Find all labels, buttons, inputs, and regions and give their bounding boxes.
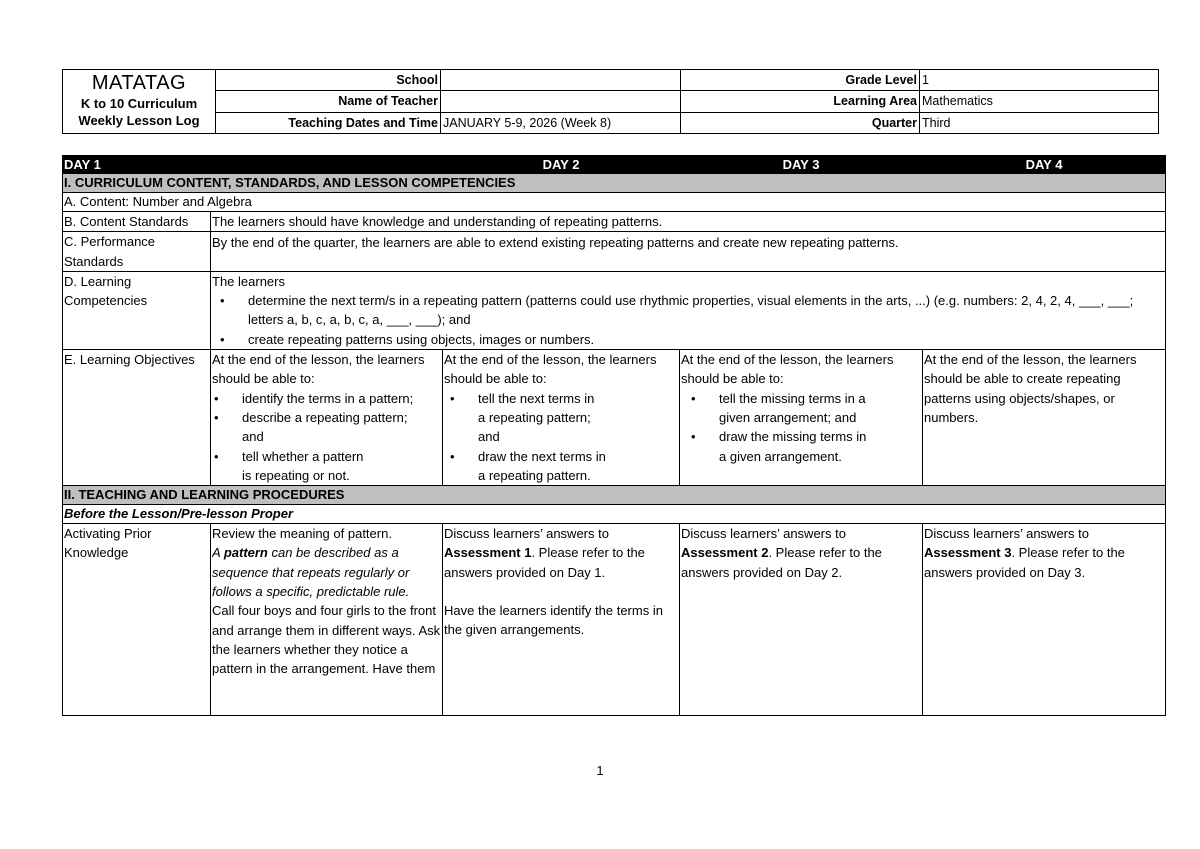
objective-item: • tell the next terms in a repeating pattern; and [464,389,678,447]
school-value[interactable] [441,70,681,91]
section-procedures-row [63,486,1166,505]
competencies-intro: The learners [212,273,285,289]
competencies-label: D. Learning Competencies [63,271,211,349]
activating-day-3: Discuss learners’ answers to Assessment 2. Please refer to the answers provided on Day 2. [680,524,923,716]
brand-title: MATATAG [91,72,187,94]
grade-label: Grade Level [681,70,920,91]
activating-label: Activating Prior Knowledge [63,524,211,716]
objectives-intro: At the end of the lesson, the learners should be able to: [681,352,894,387]
grade-value[interactable]: 1 [920,70,1159,91]
activating-row [63,524,1166,716]
day-4-header: DAY 4 [923,156,1166,174]
quarter-value[interactable]: Third [920,112,1159,133]
teacher-label: Name of Teacher [216,91,441,112]
objectives-day-3 [680,350,923,486]
lesson-log-table [62,155,1166,716]
activating-day-2: Discuss learners’ answers to Assessment 1. Please refer to the answers provided on Day 1. Have the learners identify the terms in the given arrangements. [443,524,680,716]
header-table [62,69,1159,134]
school-label: School [216,70,441,91]
area-label: Learning Area [681,91,920,112]
section-procedures-title: II. TEACHING AND LEARNING PROCEDURES [63,486,1166,505]
performance-standards-row [63,232,1166,272]
before-lesson-heading: Before the Lesson/Pre-lesson Proper [63,505,1166,524]
objectives-row [63,350,1166,486]
competencies-row [63,271,1166,349]
objectives-day-1 [211,350,443,486]
day-1-header: DAY 1 [63,156,443,174]
objectives-intro: At the end of the lesson, the learners should be able to: [212,352,425,387]
content-standards-label: B. Content Standards [63,212,211,232]
activity-text: Call four boys and four girls to the front and arrange them in different ways. Ask the learners whether they notice a pattern in the arrangement. Have them [212,603,441,677]
objective-item: • tell the missing terms in a given arrangement; and [705,389,921,428]
brand-subtitle-1: K to 10 Curriculum [80,96,198,111]
page-number: 1 [596,763,604,778]
content-standards-row [63,212,1166,232]
quarter-label: Quarter [681,112,920,133]
day-3-header: DAY 3 [680,156,923,174]
pattern-definition: A pattern can be described as a sequence that repeats regularly or follows a specific, predictable rule. [212,545,410,600]
performance-standards-text: By the end of the quarter, the learners are able to extend existing repeating patterns and create new repeating patterns. [211,232,1166,272]
content-label: A. Content: Number and Algebra [63,193,1166,212]
objectives-intro: At the end of the lesson, the learners should be able to: [444,352,657,387]
section-curriculum-title: I. CURRICULUM CONTENT, STANDARDS, AND LESSON COMPETENCIES [63,174,1166,193]
competencies-cell [211,271,1166,349]
brand-subtitle-2: Weekly Lesson Log [78,113,200,128]
before-lesson-row [63,505,1166,524]
competency-item: • determine the next term/s in a repeating pattern (patterns could use rhythmic properties, visual elements in the arts, ...) (e.g. numbers: 2, 4, 2, 4, ___, ___; letters a, b, c, a, b, c, a, ___, ___); and [234,291,1148,330]
teacher-value[interactable] [441,91,681,112]
objective-item: • tell whether a pattern is repeating or not. [228,447,441,486]
matatag-brand [63,70,216,134]
day-header-row [63,156,1166,174]
objectives-day-2 [443,350,680,486]
day-2-header: DAY 2 [443,156,680,174]
activating-day-1: Review the meaning of pattern. A pattern can be described as a sequence that repeats regularly or follows a specific, predictable rule. Call four boys and four girls to the front and arrange them in different ways. Ask the learners whether they notice a pattern in the arrangement. Have them [211,524,443,716]
objective-item: • identify the terms in a pattern; [228,389,441,408]
objective-item: • draw the next terms in a repeating pattern. [464,447,678,486]
content-row [63,193,1166,212]
objectives-day-4: At the end of the lesson, the learners should be able to create repeating patterns using objects/shapes, or numbers. [923,350,1166,486]
objective-item: • describe a repeating pattern; and [228,408,441,447]
dates-label: Teaching Dates and Time [216,112,441,133]
section-curriculum-row [63,174,1166,193]
content-standards-text: The learners should have knowledge and understanding of repeating patterns. [211,212,1166,232]
objectives-label: E. Learning Objectives [63,350,211,486]
dates-value[interactable]: JANUARY 5-9, 2026 (Week 8) [441,112,681,133]
objective-item: • draw the missing terms in a given arrangement. [705,427,921,466]
performance-standards-label: C. Performance Standards [63,232,211,272]
activating-day-4: Discuss learners’ answers to Assessment 3. Please refer to the answers provided on Day 3. [923,524,1166,716]
competency-item: • create repeating patterns using objects, images or numbers. [234,330,1148,349]
area-value[interactable]: Mathematics [920,91,1159,112]
